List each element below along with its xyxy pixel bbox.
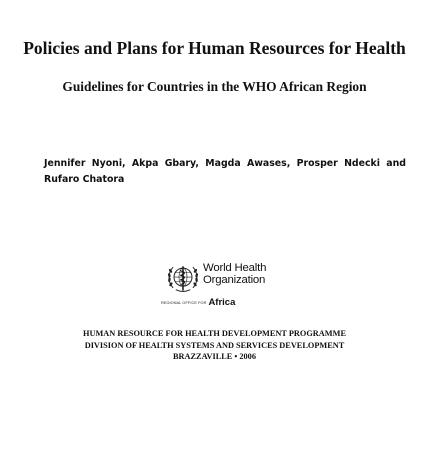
who-africa-logo (159, 258, 279, 308)
who-emblem-icon (165, 260, 201, 296)
author-list: Jennifer Nyoni, Akpa Gbary, Magda Awases, Prosper Ndecki and Rufaro Chatora (44, 158, 406, 185)
organization-name-line2: Organization (203, 274, 266, 286)
programme-name: HUMAN RESOURCE FOR HEALTH DEVELOPMENT PROGRAMME (83, 329, 346, 338)
division-name: DIVISION OF HEALTH SYSTEMS AND SERVICES DEVELOPMENT (84, 340, 345, 350)
regional-office-label: REGIONAL OFFICE FOR (161, 300, 207, 305)
place-and-year: BRAZZAVILLE • 2006 (173, 352, 256, 361)
regional-office-name: Africa (208, 297, 236, 309)
organization-name-line1: World Health (203, 262, 267, 274)
regional-office (161, 294, 235, 312)
document-title: Policies and Plans for Human Resources for Health (23, 38, 406, 58)
publisher-block (20, 328, 409, 363)
document-subtitle: Guidelines for Countries in the WHO African Region (62, 79, 367, 94)
organization-name (203, 262, 266, 286)
